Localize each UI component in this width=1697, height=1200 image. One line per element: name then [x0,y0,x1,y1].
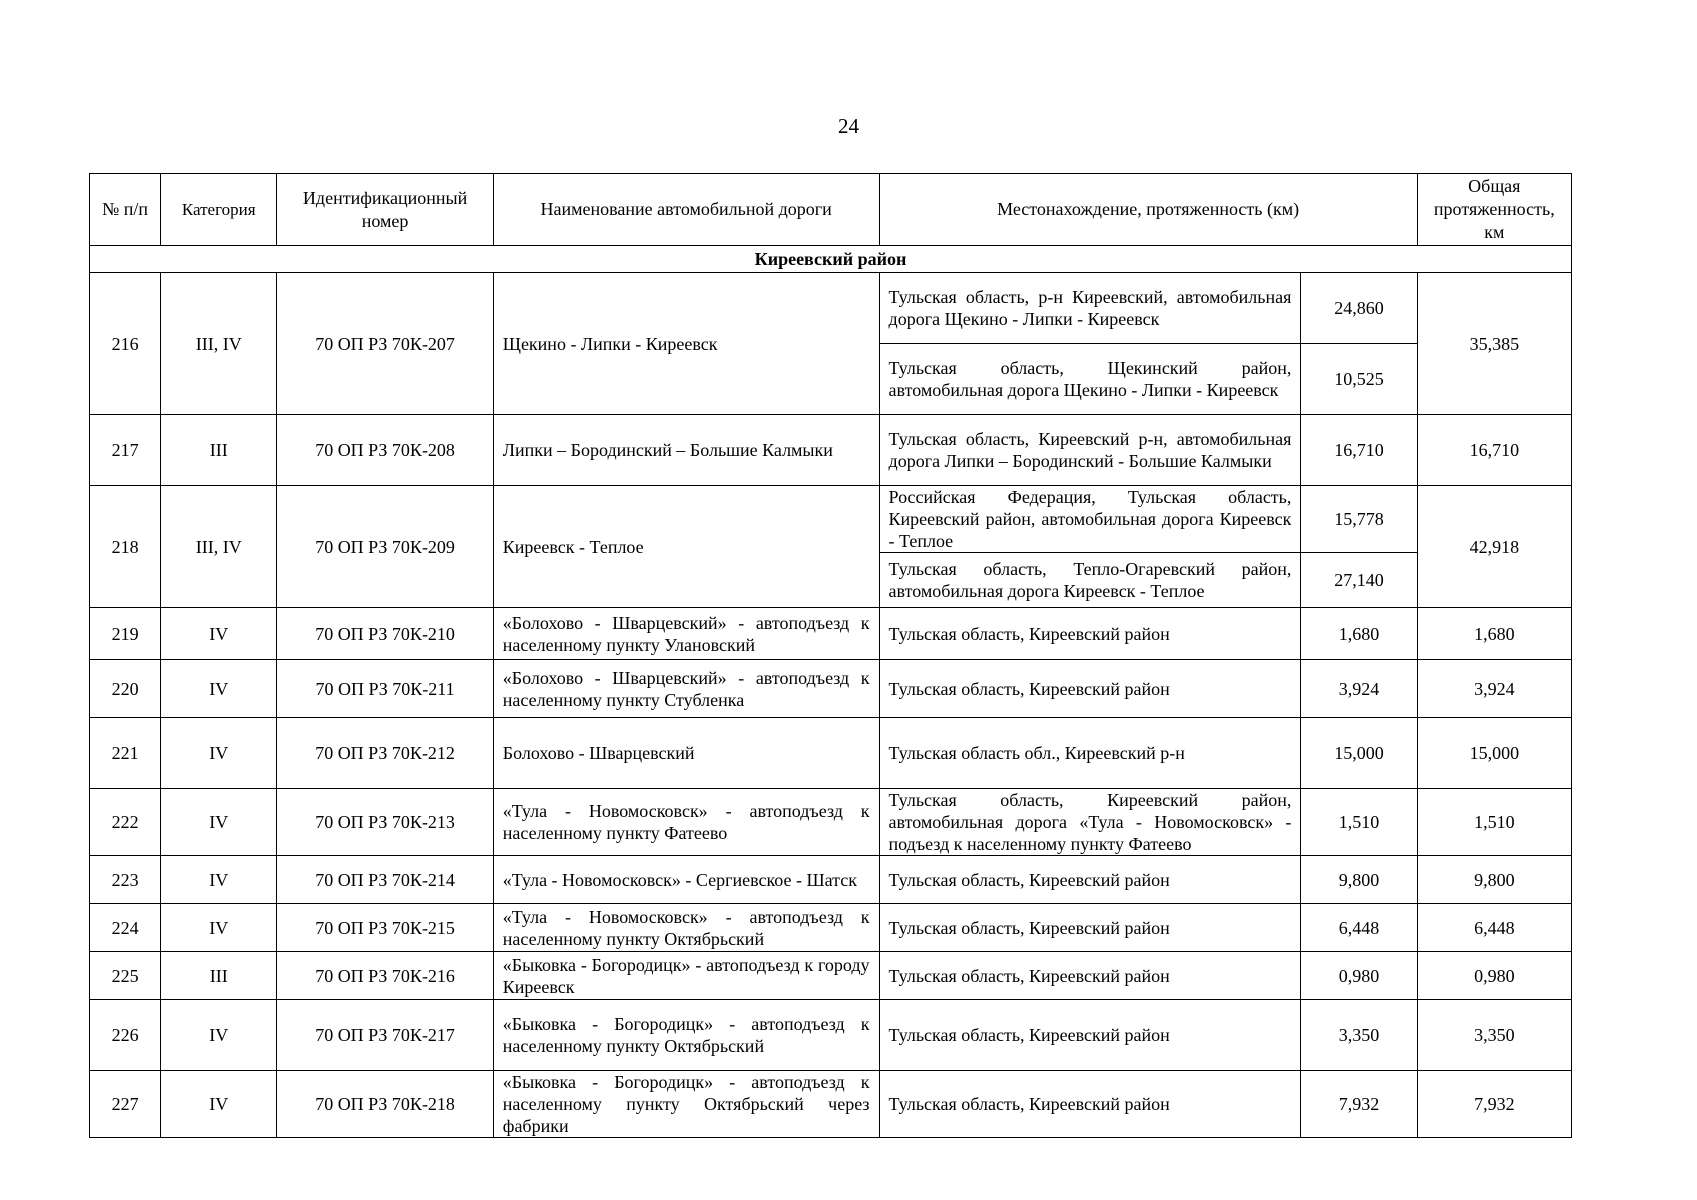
header-location: Местонахождение, протяженность (км) [879,174,1417,246]
row-road-name: «Быковка - Богородицк» - автоподъезд к населенному пункту Октябрьский [493,1000,879,1071]
row-number: 218 [90,486,161,608]
row-number: 224 [90,904,161,952]
row-road-name: «Болохово - Шварцевский» - автоподъезд к населенному пункту Улановский [493,608,879,660]
header-num: № п/п [90,174,161,246]
row-segment-length: 0,980 [1301,952,1417,1000]
row-segment-length: 6,448 [1301,904,1417,952]
row-category: IV [161,856,277,904]
row-segment-length: 1,510 [1301,789,1417,856]
header-row [90,174,1572,246]
row-location: Тульская область, Киреевский район [879,952,1301,1000]
table-row [90,856,1572,904]
row-number: 217 [90,415,161,486]
row-identifier: 70 ОП РЗ 70К-218 [277,1071,493,1138]
row-total-length: 0,980 [1417,952,1571,1000]
row-segment-length: 7,932 [1301,1071,1417,1138]
row-segment-length: 15,000 [1301,718,1417,789]
table-row [90,1071,1572,1138]
row-road-name: «Болохово - Шварцевский» - автоподъезд к населенному пункту Стубленка [493,660,879,718]
row-total-length: 7,932 [1417,1071,1571,1138]
table-body [90,246,1572,1138]
row-number: 220 [90,660,161,718]
row-road-name: Липки – Бородинский – Большие Калмыки [493,415,879,486]
table-row [90,718,1572,789]
row-total-length: 1,510 [1417,789,1571,856]
row-segment-length: 24,860 [1301,273,1417,344]
table-row [90,904,1572,952]
row-location: Российская Федерация, Тульская область, Киреевский район, автомобильная дорога Киреевск - Теплое [879,486,1301,553]
row-location: Тульская область, р-н Киреевский, автомобильная дорога Щекино - Липки - Киреевск [879,273,1301,344]
row-total-length: 6,448 [1417,904,1571,952]
row-location: Тульская область, Киреевский район [879,1000,1301,1071]
row-location: Тульская область обл., Киреевский р-н [879,718,1301,789]
row-number: 222 [90,789,161,856]
row-segment-length: 9,800 [1301,856,1417,904]
row-identifier: 70 ОП РЗ 70К-211 [277,660,493,718]
table-row [90,660,1572,718]
row-identifier: 70 ОП РЗ 70К-213 [277,789,493,856]
row-identifier: 70 ОП РЗ 70К-215 [277,904,493,952]
row-number: 227 [90,1071,161,1138]
row-total-length: 3,350 [1417,1000,1571,1071]
row-identifier: 70 ОП РЗ 70К-214 [277,856,493,904]
district-title: Киреевский район [90,246,1572,273]
row-category: IV [161,1000,277,1071]
row-identifier: 70 ОП РЗ 70К-217 [277,1000,493,1071]
row-category: IV [161,789,277,856]
table-row [90,608,1572,660]
row-road-name: «Тула - Новомосковск» - автоподъезд к населенному пункту Фатеево [493,789,879,856]
row-total-length: 9,800 [1417,856,1571,904]
row-road-name: «Тула - Новомосковск» - Сергиевское - Шатск [493,856,879,904]
row-road-name: «Тула - Новомосковск» - автоподъезд к населенному пункту Октябрьский [493,904,879,952]
row-segment-length: 15,778 [1301,486,1417,553]
row-total-length: 3,924 [1417,660,1571,718]
row-segment-length: 27,140 [1301,553,1417,608]
page-number: 24 [838,114,859,138]
row-category: IV [161,608,277,660]
row-road-name: Щекино - Липки - Киреевск [493,273,879,415]
row-road-name: «Быковка - Богородицк» - автоподъезд к населенному пункту Октябрьский через фабрики [493,1071,879,1138]
row-category: III [161,415,277,486]
table-row [90,273,1572,344]
header-id: Идентификационный номер [277,174,493,246]
row-number: 225 [90,952,161,1000]
row-road-name: Болохово - Шварцевский [493,718,879,789]
row-category: III, IV [161,273,277,415]
row-number: 216 [90,273,161,415]
row-number: 219 [90,608,161,660]
row-identifier: 70 ОП РЗ 70К-216 [277,952,493,1000]
row-category: IV [161,1071,277,1138]
row-identifier: 70 ОП РЗ 70К-212 [277,718,493,789]
row-location: Тульская область, Щекинский район, автомобильная дорога Щекино - Липки - Киреевск [879,344,1301,415]
row-segment-length: 3,924 [1301,660,1417,718]
table-row [90,1000,1572,1071]
row-segment-length: 10,525 [1301,344,1417,415]
header-name: Наименование автомобильной дороги [493,174,879,246]
row-location: Тульская область, Киреевский район [879,856,1301,904]
row-total-length: 16,710 [1417,415,1571,486]
district-row [90,246,1572,273]
row-road-name: Киреевск - Теплое [493,486,879,608]
row-identifier: 70 ОП РЗ 70К-209 [277,486,493,608]
row-identifier: 70 ОП РЗ 70К-208 [277,415,493,486]
row-total-length: 1,680 [1417,608,1571,660]
row-category: III, IV [161,486,277,608]
row-road-name: «Быковка - Богородицк» - автоподъезд к городу Киреевск [493,952,879,1000]
table-row [90,415,1572,486]
row-total-length: 42,918 [1417,486,1571,608]
row-identifier: 70 ОП РЗ 70К-210 [277,608,493,660]
row-segment-length: 3,350 [1301,1000,1417,1071]
row-location: Тульская область, Киреевский район [879,1071,1301,1138]
row-location: Тульская область, Киреевский район [879,608,1301,660]
row-location: Тульская область, Киреевский район [879,904,1301,952]
row-location: Тульская область, Киреевский район [879,660,1301,718]
row-segment-length: 16,710 [1301,415,1417,486]
row-location: Тульская область, Тепло-Огаревский район, автомобильная дорога Киреевск - Теплое [879,553,1301,608]
header-category: Категория [161,174,277,246]
table-row [90,789,1572,856]
header-total: Общая протяженность, км [1417,174,1571,246]
table-row [90,486,1572,553]
row-number: 223 [90,856,161,904]
roads-table [89,173,1572,1138]
row-segment-length: 1,680 [1301,608,1417,660]
row-total-length: 35,385 [1417,273,1571,415]
row-category: III [161,952,277,1000]
row-category: IV [161,904,277,952]
row-identifier: 70 ОП РЗ 70К-207 [277,273,493,415]
row-total-length: 15,000 [1417,718,1571,789]
row-category: IV [161,718,277,789]
row-location: Тульская область, Киреевский р-н, автомобильная дорога Липки – Бородинский - Большие Калмыки [879,415,1301,486]
row-category: IV [161,660,277,718]
row-number: 221 [90,718,161,789]
table-row [90,952,1572,1000]
row-location: Тульская область, Киреевский район, автомобильная дорога «Тула - Новомосковск» - подъезд к населенному пункту Фатеево [879,789,1301,856]
row-number: 226 [90,1000,161,1071]
